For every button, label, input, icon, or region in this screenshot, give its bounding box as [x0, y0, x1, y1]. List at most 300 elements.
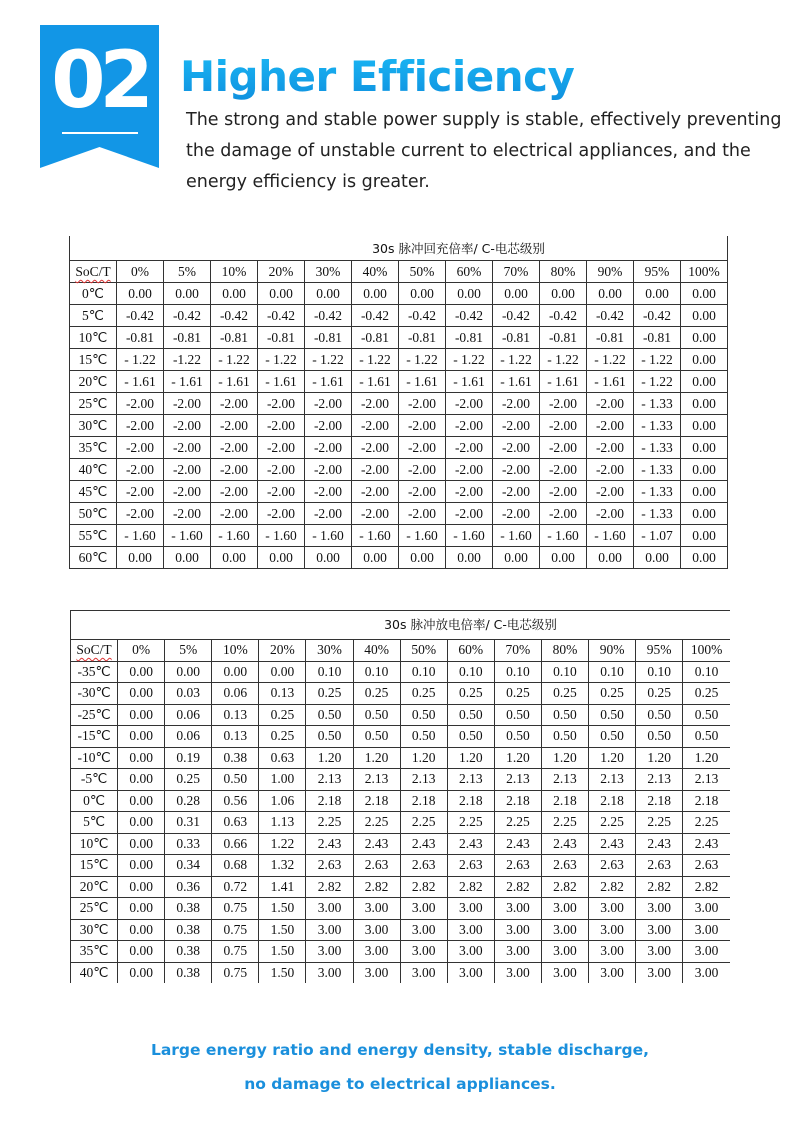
temperature-label: 40℃ — [71, 962, 118, 983]
table-cell: 2.18 — [306, 790, 353, 812]
table-cell: 0.00 — [117, 547, 164, 569]
table-cell: 0.25 — [447, 683, 494, 705]
table-cell: 2.63 — [353, 855, 400, 877]
table-cell: 2.25 — [400, 812, 447, 834]
table-cell: 0.38 — [165, 898, 212, 920]
table-cell: 0.00 — [118, 833, 165, 855]
table-cell: 0.00 — [399, 283, 446, 305]
table-cell: 0.00 — [118, 747, 165, 769]
table-row — [71, 683, 731, 705]
table-cell: 3.00 — [306, 941, 353, 963]
table-cell: -2.00 — [493, 481, 540, 503]
table-cell: 0.10 — [683, 661, 730, 683]
table-cell: - 1.22 — [211, 349, 258, 371]
table-cell: 0.00 — [634, 547, 681, 569]
table-row — [70, 525, 728, 547]
table-cell: - 1.60 — [211, 525, 258, 547]
column-header: 60% — [447, 640, 494, 662]
temperature-label: -15℃ — [71, 726, 118, 748]
table-cell: 0.00 — [118, 876, 165, 898]
table-cell: -0.81 — [493, 327, 540, 349]
table-cell: -2.00 — [399, 415, 446, 437]
table-cell: -0.42 — [258, 305, 305, 327]
table-row — [70, 283, 728, 305]
table-cell: 0.50 — [212, 769, 259, 791]
table-cell: 3.00 — [400, 962, 447, 983]
table-cell: - 1.60 — [164, 525, 211, 547]
table-cell: - 1.22 — [540, 349, 587, 371]
table-cell: 2.82 — [589, 876, 636, 898]
table-cell: -2.00 — [258, 503, 305, 525]
table-cell: 0.00 — [681, 547, 728, 569]
table-row — [70, 415, 728, 437]
table-cell: 2.25 — [683, 812, 730, 834]
table-cell: -2.00 — [587, 415, 634, 437]
table-cell: -2.00 — [164, 437, 211, 459]
table-cell: 0.63 — [259, 747, 306, 769]
temperature-label: 5℃ — [70, 305, 117, 327]
table-cell: -2.00 — [258, 393, 305, 415]
table-cell: -0.81 — [634, 327, 681, 349]
table-cell: - 1.61 — [540, 371, 587, 393]
table-cell: 0.13 — [212, 726, 259, 748]
temperature-label: 35℃ — [71, 941, 118, 963]
temperature-label: 35℃ — [70, 437, 117, 459]
table-cell: 0.00 — [681, 459, 728, 481]
table-cell: 2.63 — [589, 855, 636, 877]
table-row — [70, 547, 728, 569]
table-row — [70, 481, 728, 503]
table-cell: 1.20 — [306, 747, 353, 769]
table-row — [70, 371, 728, 393]
table-cell: 2.82 — [306, 876, 353, 898]
table-cell: 0.00 — [117, 283, 164, 305]
table-cell: -0.42 — [211, 305, 258, 327]
table-cell: 0.00 — [540, 283, 587, 305]
table-cell: 2.43 — [306, 833, 353, 855]
table-cell: 2.25 — [541, 812, 588, 834]
table-cell: 0.25 — [259, 726, 306, 748]
table-cell: -2.00 — [540, 481, 587, 503]
table-cell: 2.63 — [541, 855, 588, 877]
table-cell: 3.00 — [636, 962, 683, 983]
table-cell: -2.00 — [446, 437, 493, 459]
table-cell: 0.63 — [212, 812, 259, 834]
table-cell: -2.00 — [305, 415, 352, 437]
table-cell: 0.38 — [212, 747, 259, 769]
table-row — [71, 855, 731, 877]
column-header: 5% — [165, 640, 212, 662]
table-cell: 0.00 — [634, 283, 681, 305]
temperature-label: -5℃ — [71, 769, 118, 791]
temperature-label: 20℃ — [70, 371, 117, 393]
table-cell: -2.00 — [164, 393, 211, 415]
table-caption-row — [70, 236, 728, 261]
table-cell: 0.00 — [681, 481, 728, 503]
table-cell: 3.00 — [306, 898, 353, 920]
table-cell: 3.00 — [683, 962, 730, 983]
table-cell: 0.00 — [681, 415, 728, 437]
table-cell: - 1.60 — [305, 525, 352, 547]
table-row — [71, 661, 731, 683]
table-cell: - 1.61 — [446, 371, 493, 393]
table-cell: 2.63 — [494, 855, 541, 877]
table-cell: 1.13 — [259, 812, 306, 834]
table-caption: 30s 脉冲回充倍率/ C-电芯级别 — [70, 236, 728, 261]
table-cell: 3.00 — [683, 941, 730, 963]
table-row — [71, 747, 731, 769]
table-cell: 0.00 — [681, 305, 728, 327]
table-cell: 3.00 — [353, 962, 400, 983]
table-cell: - 1.22 — [352, 349, 399, 371]
table-cell: 0.38 — [165, 962, 212, 983]
table-cell: -0.42 — [117, 305, 164, 327]
table-cell: -1.22 — [164, 349, 211, 371]
table-cell: - 1.22 — [258, 349, 305, 371]
table-cell: 0.00 — [493, 283, 540, 305]
table-cell: - 1.61 — [117, 371, 164, 393]
table-row — [70, 437, 728, 459]
table-cell: 0.00 — [681, 283, 728, 305]
table-cell: 3.00 — [353, 919, 400, 941]
table-cell: 1.20 — [589, 747, 636, 769]
table-cell: -2.00 — [117, 437, 164, 459]
table-cell: 0.00 — [118, 962, 165, 983]
table-cell: 0.00 — [211, 547, 258, 569]
table-cell: 0.00 — [164, 547, 211, 569]
table-cell: -2.00 — [540, 459, 587, 481]
table-cell: -0.42 — [352, 305, 399, 327]
table-cell: 1.22 — [259, 833, 306, 855]
table-cell: -2.00 — [352, 459, 399, 481]
table-cell: 2.25 — [589, 812, 636, 834]
column-header: 40% — [352, 261, 399, 283]
column-header: 100% — [681, 261, 728, 283]
page-title: Higher Efficiency — [180, 50, 574, 104]
temperature-label: 15℃ — [70, 349, 117, 371]
table-cell: -0.42 — [587, 305, 634, 327]
table-cell: 2.18 — [447, 790, 494, 812]
table-cell: 0.50 — [494, 704, 541, 726]
table-cell: 3.00 — [494, 919, 541, 941]
table-caption: 30s 脉冲放电倍率/ C-电芯级别 — [71, 611, 731, 640]
table-cell: -0.42 — [164, 305, 211, 327]
table-cell: 0.25 — [165, 769, 212, 791]
column-header: 60% — [446, 261, 493, 283]
table-cell: 0.00 — [165, 661, 212, 683]
table-cell: 0.50 — [636, 726, 683, 748]
table-cell: 2.82 — [494, 876, 541, 898]
table-cell: 0.00 — [259, 661, 306, 683]
column-header: 95% — [634, 261, 681, 283]
badge-divider — [62, 132, 138, 134]
table-cell: -2.00 — [211, 503, 258, 525]
table-cell: 3.00 — [353, 941, 400, 963]
table-cell: 0.00 — [446, 547, 493, 569]
table-cell: 2.82 — [400, 876, 447, 898]
table-cell: 0.00 — [118, 919, 165, 941]
table-cell: 2.18 — [636, 790, 683, 812]
corner-header: SoC/T — [76, 642, 112, 657]
table-cell: 2.82 — [353, 876, 400, 898]
table-cell: 0.25 — [589, 683, 636, 705]
column-header: 0% — [117, 261, 164, 283]
table-cell: 0.75 — [212, 962, 259, 983]
temperature-label: 45℃ — [70, 481, 117, 503]
table-cell: - 1.61 — [352, 371, 399, 393]
table-cell: 0.38 — [165, 919, 212, 941]
table-cell: -2.00 — [258, 481, 305, 503]
table-cell: 0.25 — [494, 683, 541, 705]
table-cell: 1.41 — [259, 876, 306, 898]
table-cell: 0.00 — [258, 547, 305, 569]
table-row — [71, 812, 731, 834]
table-cell: 0.50 — [683, 726, 730, 748]
table-cell: -2.00 — [305, 393, 352, 415]
table-cell: -2.00 — [117, 393, 164, 415]
table-cell: 0.10 — [494, 661, 541, 683]
table-cell: 2.63 — [636, 855, 683, 877]
table-cell: -2.00 — [305, 481, 352, 503]
column-header: 95% — [636, 640, 683, 662]
table-cell: 2.43 — [683, 833, 730, 855]
table-cell: -2.00 — [587, 481, 634, 503]
temperature-label: 25℃ — [70, 393, 117, 415]
table-cell: - 1.22 — [634, 349, 681, 371]
table-cell: 1.20 — [541, 747, 588, 769]
table-row — [71, 833, 731, 855]
table-cell: 0.10 — [400, 661, 447, 683]
table-cell: - 1.33 — [634, 503, 681, 525]
table-cell: 1.06 — [259, 790, 306, 812]
table-cell: -2.00 — [258, 437, 305, 459]
column-header: 30% — [306, 640, 353, 662]
footer-line-2: no damage to electrical appliances. — [244, 1075, 556, 1093]
table-cell: 2.82 — [541, 876, 588, 898]
column-header: 30% — [305, 261, 352, 283]
table-cell: 0.00 — [305, 547, 352, 569]
table-cell: -2.00 — [540, 393, 587, 415]
temperature-label: 60℃ — [70, 547, 117, 569]
temperature-label: 25℃ — [71, 898, 118, 920]
table-cell: - 1.33 — [634, 415, 681, 437]
table-cell: -2.00 — [493, 393, 540, 415]
table-cell: 2.63 — [447, 855, 494, 877]
table-row — [70, 305, 728, 327]
table-cell: 0.50 — [494, 726, 541, 748]
table-cell: 1.20 — [683, 747, 730, 769]
table-cell: - 1.33 — [634, 459, 681, 481]
column-header: 20% — [259, 640, 306, 662]
table-cell: -2.00 — [352, 393, 399, 415]
table-cell: 3.00 — [541, 919, 588, 941]
table-cell: -2.00 — [446, 503, 493, 525]
table-cell: -0.42 — [399, 305, 446, 327]
table-row — [71, 962, 731, 983]
table-cell: 0.13 — [212, 704, 259, 726]
column-header: 0% — [118, 640, 165, 662]
table-cell: - 1.61 — [305, 371, 352, 393]
table-cell: -2.00 — [211, 415, 258, 437]
table-cell: - 1.22 — [634, 371, 681, 393]
table-cell: 1.50 — [259, 898, 306, 920]
table-cell: -0.81 — [352, 327, 399, 349]
table-cell: 0.25 — [541, 683, 588, 705]
corner-cell — [70, 261, 117, 283]
column-header: 70% — [494, 640, 541, 662]
table-cell: 3.00 — [400, 941, 447, 963]
table-cell: 3.00 — [494, 941, 541, 963]
table-cell: -2.00 — [352, 437, 399, 459]
table-cell: 0.25 — [259, 704, 306, 726]
table-cell: -2.00 — [399, 393, 446, 415]
table-cell: 0.00 — [681, 371, 728, 393]
table-cell: -2.00 — [164, 459, 211, 481]
table-cell: 3.00 — [447, 919, 494, 941]
table-cell: 0.19 — [165, 747, 212, 769]
table-cell: 0.50 — [447, 726, 494, 748]
table-cell: 3.00 — [589, 962, 636, 983]
table-cell: -2.00 — [493, 415, 540, 437]
table-row — [71, 876, 731, 898]
table-cell: -0.42 — [634, 305, 681, 327]
table-cell: -2.00 — [117, 415, 164, 437]
table-cell: 2.13 — [541, 769, 588, 791]
table-cell: - 1.61 — [258, 371, 305, 393]
table-cell: 0.00 — [493, 547, 540, 569]
table-cell: 0.33 — [165, 833, 212, 855]
temperature-label: 0℃ — [70, 283, 117, 305]
column-header: 20% — [258, 261, 305, 283]
table-cell: 0.25 — [306, 683, 353, 705]
table-row — [71, 898, 731, 920]
table-row — [71, 704, 731, 726]
temperature-label: 10℃ — [71, 833, 118, 855]
table-cell: 2.43 — [589, 833, 636, 855]
table-cell: 3.00 — [636, 919, 683, 941]
table-cell: -2.00 — [305, 503, 352, 525]
table-cell: 0.68 — [212, 855, 259, 877]
table-cell: 2.25 — [636, 812, 683, 834]
table-cell: 3.00 — [636, 941, 683, 963]
table-cell: 2.43 — [494, 833, 541, 855]
table-cell: 0.00 — [118, 812, 165, 834]
table-cell: 0.50 — [541, 726, 588, 748]
table-cell: -2.00 — [305, 459, 352, 481]
temperature-label: -30℃ — [71, 683, 118, 705]
table-cell: 0.00 — [118, 941, 165, 963]
table-row — [71, 790, 731, 812]
table-cell: 2.13 — [683, 769, 730, 791]
table-cell: - 1.60 — [399, 525, 446, 547]
table-cell: 2.25 — [447, 812, 494, 834]
table-cell: 0.25 — [400, 683, 447, 705]
table-cell: -2.00 — [211, 437, 258, 459]
table-header-row — [71, 640, 731, 662]
table-row — [70, 459, 728, 481]
table-cell: 0.00 — [681, 503, 728, 525]
table-row — [71, 941, 731, 963]
temperature-label: 5℃ — [71, 812, 118, 834]
table-cell: 0.06 — [165, 726, 212, 748]
table-cell: -0.81 — [164, 327, 211, 349]
table-cell: -0.81 — [117, 327, 164, 349]
table-cell: 0.00 — [118, 855, 165, 877]
table-cell: 3.00 — [494, 898, 541, 920]
temperature-label: -35℃ — [71, 661, 118, 683]
column-header: 40% — [353, 640, 400, 662]
table-cell: 0.10 — [541, 661, 588, 683]
temperature-label: 30℃ — [71, 919, 118, 941]
column-header: 10% — [211, 261, 258, 283]
corner-cell — [71, 640, 118, 662]
table-cell: 1.20 — [636, 747, 683, 769]
corner-header: SoC/T — [75, 264, 111, 279]
table-cell: -2.00 — [211, 393, 258, 415]
table-cell: 0.00 — [399, 547, 446, 569]
table-cell: 2.43 — [447, 833, 494, 855]
table-cell: 0.50 — [400, 726, 447, 748]
table-cell: - 1.61 — [164, 371, 211, 393]
table-cell: 3.00 — [589, 941, 636, 963]
table-cell: 0.66 — [212, 833, 259, 855]
table-row — [71, 919, 731, 941]
table-cell: 0.00 — [352, 547, 399, 569]
table-cell: -0.81 — [540, 327, 587, 349]
column-header: 80% — [541, 640, 588, 662]
table-cell: 0.72 — [212, 876, 259, 898]
table-cell: 0.00 — [212, 661, 259, 683]
table-cell: 0.50 — [589, 704, 636, 726]
table-cell: 2.82 — [683, 876, 730, 898]
table-cell: - 1.33 — [634, 393, 681, 415]
table-cell: 2.18 — [589, 790, 636, 812]
table-cell: -2.00 — [493, 459, 540, 481]
table-cell: 0.50 — [306, 726, 353, 748]
table-cell: 1.32 — [259, 855, 306, 877]
table-cell: 0.00 — [118, 790, 165, 812]
table-cell: 1.50 — [259, 941, 306, 963]
table-cell: - 1.22 — [587, 349, 634, 371]
table-cell: - 1.60 — [446, 525, 493, 547]
table-row — [70, 327, 728, 349]
table-row — [71, 769, 731, 791]
table-cell: -2.00 — [399, 437, 446, 459]
column-header: 90% — [587, 261, 634, 283]
table-cell: -2.00 — [258, 459, 305, 481]
table-cell: 0.10 — [589, 661, 636, 683]
temperature-label: 20℃ — [71, 876, 118, 898]
table-cell: 0.50 — [541, 704, 588, 726]
table-cell: 3.00 — [400, 898, 447, 920]
table-cell: 0.06 — [165, 704, 212, 726]
table-cell: -2.00 — [117, 503, 164, 525]
table-cell: 2.82 — [636, 876, 683, 898]
table-cell: 0.10 — [636, 661, 683, 683]
table-cell: 0.00 — [540, 547, 587, 569]
table-cell: 0.00 — [118, 683, 165, 705]
table-cell: -2.00 — [352, 415, 399, 437]
column-header: 50% — [400, 640, 447, 662]
table-cell: 0.00 — [118, 769, 165, 791]
table-cell: 0.00 — [118, 726, 165, 748]
table-cell: -2.00 — [117, 481, 164, 503]
table-cell: 2.43 — [353, 833, 400, 855]
table-cell: -0.42 — [540, 305, 587, 327]
table-cell: -0.81 — [399, 327, 446, 349]
table-cell: -2.00 — [587, 393, 634, 415]
table-cell: 3.00 — [447, 941, 494, 963]
